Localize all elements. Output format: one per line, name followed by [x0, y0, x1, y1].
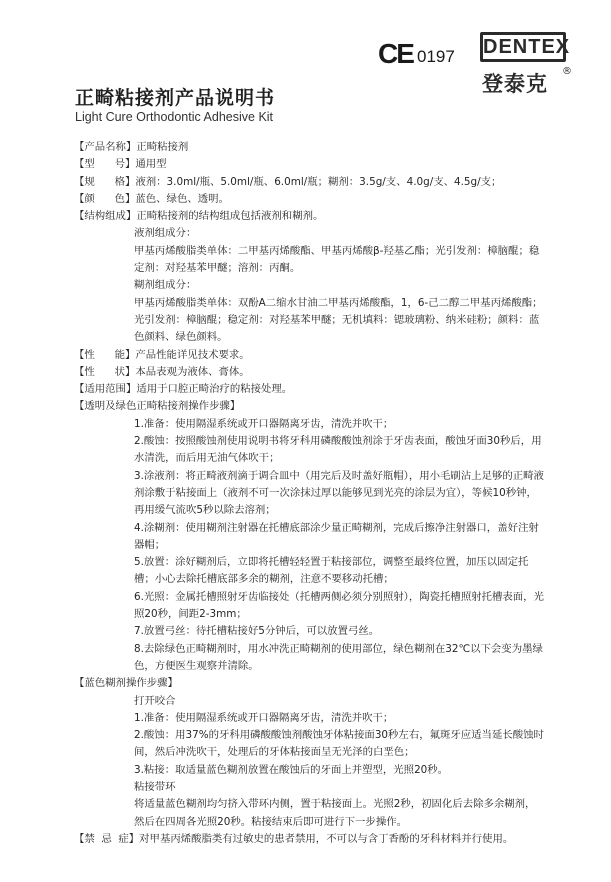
color-row: [74, 191, 544, 208]
green-step: 6.光照：金属托槽照射牙齿临接处（托槽两侧必须分别照射），陶瓷托槽照射托槽表面，光照20秒，间距2-3mm；: [134, 590, 544, 621]
model-value: 通用型: [135, 158, 167, 171]
green-step: 5.放置：涂好糊剂后，立即将托槽轻轻置于粘接部位，调整至最终位置，加压以固定托槽；小心去除托槽底部多余的糊剂，注意不要移动托槽；: [134, 556, 529, 586]
state-value: 本品表观为液体、膏体。: [135, 365, 250, 378]
green-step: 7.放置弓丝：待托槽粘接好5分钟后，可以放置弓丝。: [134, 625, 380, 638]
blue-step: 2.酸蚀：用37%的牙科用磷酸酸蚀剂酸蚀牙体粘接面30秒左右，氟斑牙应适当延长酸蚀时间，然后冲洗吹干，处理后的牙体粘接面呈无光泽的白垩色；: [134, 729, 544, 759]
color-label: 【颜 色】: [74, 192, 136, 205]
spec-label: 【规 格】: [74, 175, 136, 188]
paste-composition: 甲基丙烯酸脂类单体：双酚A二缩水甘油二甲基丙烯酸酯，1，6-己二醇二甲基丙烯酸酯；光引发剂：樟脑醌；稳定剂：对羟基苯甲醚；无机填料：锶玻璃粉、纳米硅粉；颜料：蓝色颜料、绿色颜料。: [134, 296, 543, 344]
performance-label: 【性 能】: [74, 348, 136, 361]
green-step: 4.涂糊剂：使用糊剂注射器在托槽底部涂少量正畸糊剂，完成后擦净注射器口，盖好注射器帽；: [134, 521, 539, 551]
contraindication-row: [74, 831, 544, 848]
logo-wordmark: DENTEX: [480, 32, 566, 62]
green-step: 2.酸蚀：按照酸蚀剂使用说明书将牙科用磷酸酸蚀剂涂于牙齿表面，酸蚀牙面30秒后，用水清洗，而后用无油气体吹干；: [134, 435, 542, 465]
state-row: [74, 364, 544, 381]
logo-chinese-name: 登泰克: [482, 72, 548, 96]
state-label: 【性 状】: [74, 365, 136, 378]
structure-label: 【结构组成】: [74, 210, 137, 223]
liquid-heading: 液剂组成分：: [134, 227, 197, 240]
green-step: 1.准备：使用隔湿系统或开口器隔离牙齿，清洗并吹干；: [134, 417, 394, 430]
performance-value: 产品性能详见技术要求。: [135, 348, 250, 361]
blue-steps-heading: 【蓝色糊剂操作步骤】: [74, 677, 178, 690]
spec-row: [74, 174, 544, 191]
scope-value: 适用于口腔正畸治疗的粘接处理。: [136, 383, 293, 396]
page-title: 正畸粘接剂产品说明书: [75, 87, 276, 109]
blue-step: 3.粘接：取适量蓝色糊剂放置在酸蚀后的牙面上并塑型，光照20秒。: [134, 763, 449, 776]
contraindication-label: 【禁 忌 症】: [74, 832, 140, 845]
green-steps-heading: 【透明及绿色正畸粘接剂操作步骤】: [74, 400, 241, 413]
green-step: 8.去除绿色正畸糊剂时，用水冲洗正畸糊剂的使用部位，绿色糊剂在32℃以下会变为墨绿色，方便医生观察并清除。: [134, 642, 543, 672]
registered-mark: ®: [562, 66, 572, 77]
blue-subheading-open-bite: 打开咬合: [134, 694, 176, 707]
structure-row: [74, 208, 544, 225]
product-name-label: 【产品名称】: [74, 141, 137, 153]
color-value: 蓝色、绿色、透明。: [135, 192, 229, 205]
performance-row: [74, 347, 544, 364]
spec-value: 液剂：3.0ml/瓶、5.0ml/瓶、6.0ml/瓶；糊剂：3.5g/支、4.0g/支、4.5g/支；: [135, 175, 502, 188]
model-row: [74, 156, 544, 173]
instruction-content: [74, 139, 544, 848]
paste-heading: 糊剂组成分：: [134, 279, 197, 292]
model-label: 【型 号】: [74, 158, 136, 171]
structure-value: 正畸粘接剂的结构组成包括液剂和糊剂。: [136, 210, 324, 223]
page-subtitle: Light Cure Orthodontic Adhesive Kit: [75, 110, 274, 124]
green-step: 3.涂液剂：将正畸液剂滴于调合皿中（用完后及时盖好瓶帽），用小毛刷沾上足够的正畸液剂涂敷于粘接面上（液剂不可一次涂抹过厚以能够见到光亮的涂层为宜），等候10秒钟，再用缓气流吹5秒以除去溶剂；: [134, 469, 544, 517]
contraindication-value: 对甲基丙烯酸脂类有过敏史的患者禁用，不可以与含丁香酚的牙科材料并行使用。: [139, 832, 514, 845]
brand-logo: [480, 32, 572, 98]
product-name-value: 正畸粘接剂: [136, 141, 189, 153]
ce-mark: CE: [378, 38, 413, 69]
blue-subheading-band: 粘接带环: [134, 780, 176, 793]
liquid-composition: 甲基丙烯酸脂类单体：二甲基丙烯酸酯、甲基丙烯酸β-羟基乙酯；光引发剂：樟脑醌；稳定剂：对羟基苯甲醚；溶剂：丙酮。: [134, 244, 540, 275]
blue-band-text: 将适量蓝色糊剂均匀挤入带环内侧，置于粘接面上。光照2秒，初固化后去除多余糊剂，然后在四周各光照20秒。粘接结束后即可进行下一步操作。: [134, 798, 536, 828]
blue-step: 1.准备：使用隔湿系统或开口器隔离牙齿，清洗并吹干；: [134, 711, 394, 724]
scope-row: [74, 381, 544, 398]
ce-notified-body-number: 0197: [417, 47, 455, 66]
product-name-row: [74, 139, 544, 156]
scope-label: 【适用范围】: [74, 383, 137, 396]
